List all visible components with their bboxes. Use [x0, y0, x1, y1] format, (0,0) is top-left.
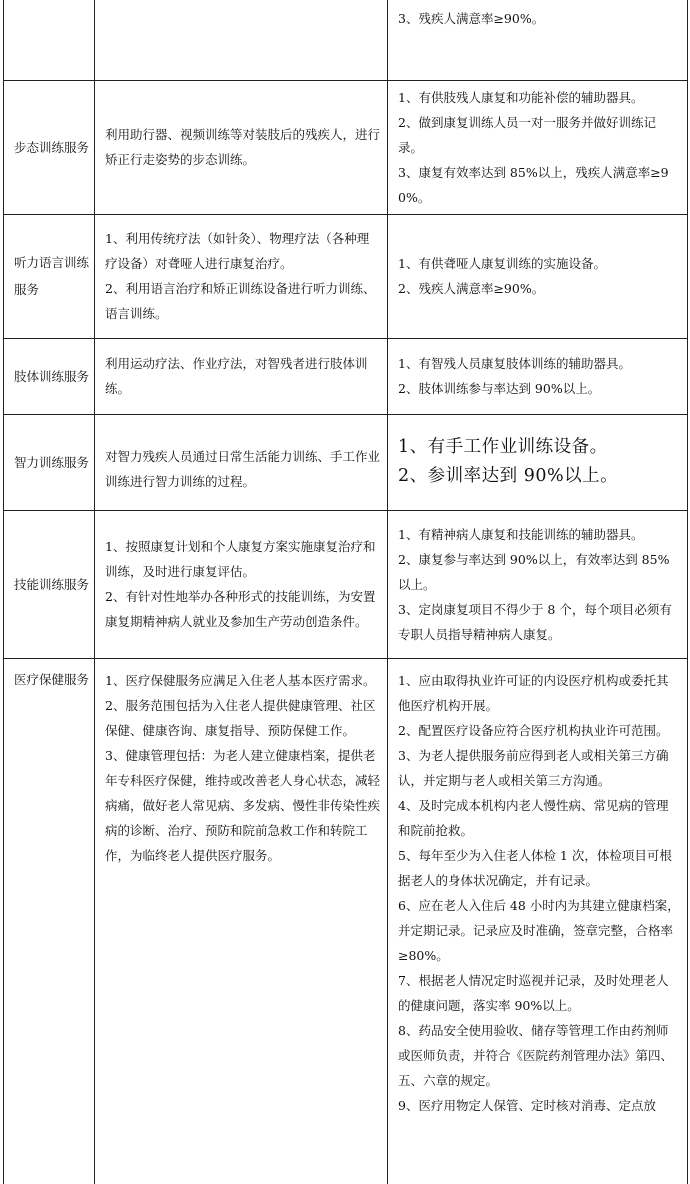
service-name-cell [4, 214, 95, 338]
content-item: 2、有针对性地举办各种形式的技能训练，为安置康复期精神病人就业及参加生产劳动创造条件。 [105, 589, 376, 629]
service-name: 步态训练服务 [14, 139, 90, 155]
service-content-cell [95, 80, 388, 214]
standard-item: 2、肢体训练参与率达到 90%以上。 [398, 381, 601, 396]
service-name: 肢体训练服务 [14, 368, 90, 384]
table-row [4, 658, 688, 1184]
table-row [4, 338, 688, 414]
standard-item: 2、配置医疗设备应符合医疗机构执业许可范围。 [398, 722, 669, 738]
service-standard-cell [388, 658, 688, 1184]
standard-item: 4、及时完成本机构内老人慢性病、常见病的管理和院前抢救。 [398, 797, 669, 838]
service-standard-cell [388, 338, 688, 414]
service-standard-cell [388, 510, 688, 658]
service-name-cell [4, 338, 95, 414]
content-item: 2、利用语言治疗和矫正训练设备进行听力训练、语言训练。 [105, 281, 376, 321]
content-item: 利用助行器、视频训练等对装肢后的残疾人，进行矫正行走姿势的步态训练。 [105, 127, 381, 167]
content-item: 对智力残疾人员通过日常生活能力训练、手工作业训练进行智力训练的过程。 [105, 449, 381, 489]
standard-item: 3、定岗康复项目不得少于 8 个，每个项目必须有专职人员指导精神病人康复。 [398, 601, 672, 642]
standard-item: 3、康复有效率达到 85%以上，残疾人满意率≥90%。 [398, 164, 669, 205]
content-item: 1、利用传统疗法（如针灸）、物理疗法（各种理疗设备）对聋哑人进行康复治疗。 [105, 231, 370, 271]
service-name-cell [4, 0, 95, 80]
standard-item: 1、有供肢残人康复和功能补偿的辅助器具。 [398, 89, 644, 105]
standard-item: 2、残疾人满意率≥90%。 [398, 281, 545, 296]
standard-item: 3、为老人提供服务前应得到老人或相关第三方确认，并定期与老人或相关第三方沟通。 [398, 747, 669, 788]
service-name: 医疗保健服务 [14, 671, 90, 687]
service-content-cell [95, 414, 388, 510]
standard-item: 1、有智残人员康复肢体训练的辅助器具。 [398, 356, 631, 371]
standard-item: 6、应在老人入住后 48 小时内为其建立健康档案，并定期记录。记录应及时准确，签章完整，合格率≥80%。 [398, 897, 680, 963]
standard-item: 7、根据老人情况定时巡视并记录，及时处理老人的健康问题，落实率 90%以上。 [398, 972, 669, 1013]
standard-item: 1、应由取得执业许可证的内设医疗机构或委托其他医疗机构开展。 [398, 672, 669, 713]
content-item: 1、按照康复计划和个人康复方案实施康复治疗和训练，及时进行康复评估。 [105, 539, 376, 579]
standard-item: 8、药品安全使用验收、储存等管理工作由药剂师或医师负责，并符合《医院药剂管理办法》第四、五、六章的规定。 [398, 1022, 674, 1088]
service-content-cell [95, 658, 388, 1184]
service-content-cell [95, 214, 388, 338]
table-row [4, 414, 688, 510]
standard-item: 9、医疗用物定人保管、定时核对消毒、定点放 [398, 1097, 656, 1113]
standard-item: 1、有手工作业训练设备。 [398, 437, 608, 457]
service-content-cell [95, 0, 388, 80]
content-item: 利用运动疗法、作业疗法，对智残者进行肢体训练。 [105, 356, 368, 396]
service-standards-table [3, 0, 688, 1184]
service-standard-cell [388, 80, 688, 214]
service-content-cell [95, 338, 388, 414]
standard-item: 1、有精神病人康复和技能训练的辅助器具。 [398, 526, 644, 542]
service-name-cell [4, 414, 95, 510]
table-row [4, 0, 688, 80]
standard-item: 1、有供聋哑人康复训练的实施设备。 [398, 256, 606, 271]
standard-item: 2、参训率达到 90%以上。 [398, 466, 619, 486]
service-standard-cell [388, 214, 688, 338]
service-name: 智力训练服务 [14, 454, 90, 470]
service-name-cell [4, 510, 95, 658]
standard-item: 2、做到康复训练人员一对一服务并做好训练记录。 [398, 114, 656, 155]
standard-item: 2、康复参与率达到 90%以上，有效率达到 85%以上。 [398, 551, 670, 592]
service-name: 技能训练服务 [14, 576, 90, 592]
service-standard-cell [388, 414, 688, 510]
standard-item: 3、残疾人满意率≥90%。 [398, 11, 545, 26]
table-row [4, 214, 688, 338]
service-name-cell [4, 80, 95, 214]
content-item: 1、医疗保健服务应满足入住老人基本医疗需求。 [105, 672, 376, 688]
content-item: 2、服务范围包括为入住老人提供健康管理、社区保健、健康咨询、康复指导、预防保健工作。 [105, 697, 376, 738]
table-row [4, 510, 688, 658]
service-name: 听力语言训练服务 [14, 255, 90, 297]
content-item: 3、健康管理包括：为老人建立健康档案，提供老年专科医疗保健，维持或改善老人身心状态，减轻病痛，做好老人常见病、多发病、慢性非传染性疾病的诊断、治疗、预防和院前急救工作和转院工作，为临终老人提供医疗服务。 [105, 747, 381, 863]
table-row [4, 80, 688, 214]
service-standard-cell [388, 0, 688, 80]
service-name-cell [4, 658, 95, 1184]
standard-item: 5、每年至少为入住老人体检 1 次，体检项目可根据老人的身体状况确定，并有记录。 [398, 847, 672, 888]
service-content-cell [95, 510, 388, 658]
